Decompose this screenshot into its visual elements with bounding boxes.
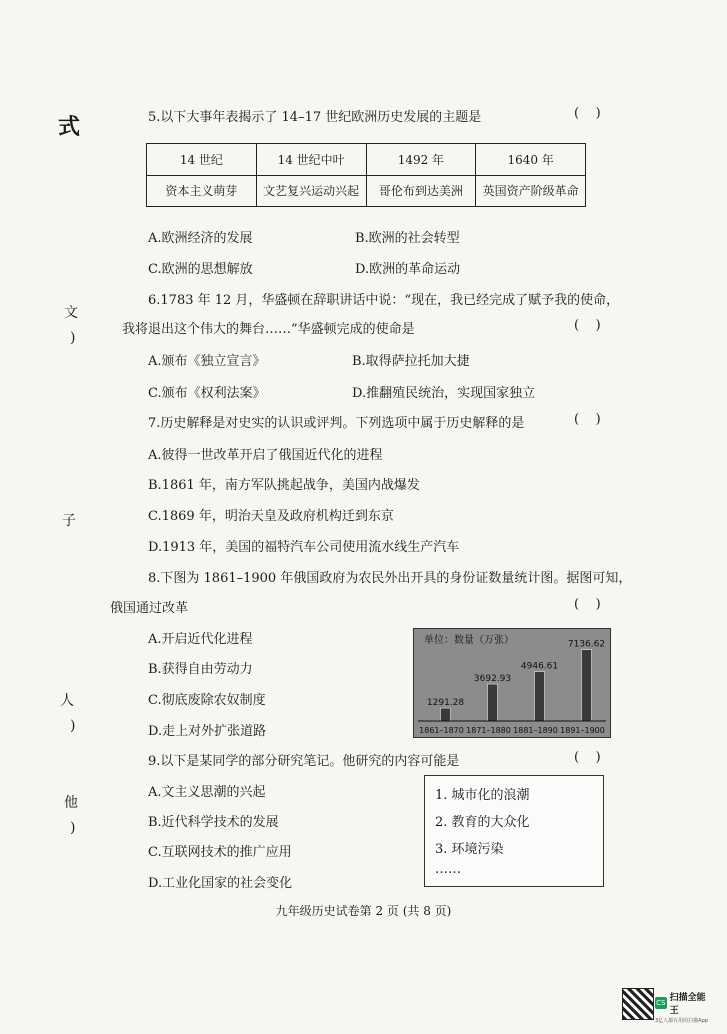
table-cell: 1640 年 (476, 144, 586, 176)
q7-stem: 7.历史解释是对史实的认识或评判。下列选项中属于历史解释的是 (148, 416, 525, 431)
q6-option-c: C.颁布《权利法案》 (148, 386, 266, 401)
q8-stem-line2: 俄国通过改革 (110, 601, 189, 616)
q5-stem: 5.以下大事年表揭示了 14–17 世纪欧洲历史发展的主题是 (148, 110, 482, 125)
q8-stem-line1: 8.下图为 1861–1900 年俄国政府为农民外出开具的身份证数量统计图。据图可知， (148, 571, 632, 586)
q6-stem-line2: 我将退出这个伟大的舞台……”华盛顿完成的使命是 (122, 322, 415, 337)
margin-paren-2: ) (70, 718, 76, 734)
q7-option-a: A.彼得一世改革开启了俄国近代化的进程 (148, 448, 383, 463)
scanner-watermark (655, 990, 713, 1024)
q6-option-a: A.颁布《独立宣言》 (148, 354, 266, 369)
chart-unit-label: 单位：数量（万张） (424, 635, 514, 646)
chart-bar (488, 684, 498, 721)
q5-option-c: C.欧洲的思想解放 (148, 262, 253, 277)
camscanner-logo-icon: CS (656, 999, 666, 1007)
page-footer: 九年级历史试卷第 2 页 (共 8 页) (275, 904, 452, 918)
chart-category-label: 1881–1890 (513, 726, 558, 735)
q7-answer-paren: ( ) (574, 412, 601, 427)
q6-stem-line1: 6.1783 年 12 月，华盛顿在辞职讲话中说：“现在，我已经完成了赋予我的使命， (148, 293, 620, 308)
q5-timeline-table (146, 143, 586, 207)
q7-option-c: C.1869 年，明治天皇及政府机构迁到东京 (148, 509, 394, 524)
table-cell: 资本主义萌芽 (147, 175, 257, 207)
q8-option-c: C.彻底废除农奴制度 (148, 693, 266, 708)
chart-value-label: 4946.61 (520, 661, 559, 672)
q9-option-d: D.工业化国家的社会变化 (148, 876, 293, 891)
q5-option-b: B.欧洲的社会转型 (355, 231, 460, 246)
q6-option-d: D.推翻殖民统治，实现国家独立 (352, 386, 536, 401)
chart-bar (441, 708, 451, 721)
table-cell: 1492 年 (366, 144, 476, 176)
note-item: 2. 教育的大众化 (435, 815, 530, 830)
table-row (147, 175, 586, 207)
q8-option-b: B.获得自由劳动力 (148, 662, 253, 677)
chart-bar (535, 672, 545, 721)
scanner-name: 扫描全能王 (669, 993, 706, 1016)
q7-option-d: D.1913 年，美国的福特汽车公司使用流水线生产汽车 (148, 540, 460, 555)
table-cell: 文艺复兴运动兴起 (256, 175, 366, 207)
q9-option-c: C.互联网技术的推广应用 (148, 845, 292, 860)
chart-category-label: 1891–1900 (560, 726, 605, 735)
q5-answer-paren: ( ) (574, 106, 601, 121)
q6-answer-paren: ( ) (574, 318, 601, 333)
q8-option-d: D.走上对外扩张道路 (148, 724, 267, 739)
margin-char-shi: 式 (58, 114, 81, 140)
q8-bar-chart (413, 628, 611, 738)
table-row (147, 144, 586, 176)
q8-option-a: A.开启近代化进程 (148, 632, 253, 647)
q9-option-a: A.文主义思潮的兴起 (148, 785, 266, 800)
chart-category-label: 1861–1870 (419, 726, 464, 735)
chart-bar (582, 650, 592, 721)
q9-option-b: B.近代科学技术的发展 (148, 815, 279, 830)
table-cell: 哥伦布到达美洲 (366, 175, 476, 207)
table-cell: 英国资产阶级革命 (476, 175, 586, 207)
q8-answer-paren: ( ) (574, 597, 601, 612)
margin-char-wen: 文 (64, 305, 78, 321)
q9-notes-box (424, 775, 604, 887)
chart-category-label: 1871–1880 (466, 726, 511, 735)
note-item: 1. 城市化的浪潮 (435, 788, 530, 803)
chart-value-label: 7136.62 (567, 639, 606, 650)
scanner-tagline: 3亿人都在用的扫描App (655, 1018, 708, 1024)
q9-answer-paren: ( ) (574, 750, 601, 765)
qr-code-icon (622, 988, 654, 1020)
margin-char-zi: 子 (62, 513, 76, 529)
table-cell: 14 世纪 (147, 144, 257, 176)
chart-value-label: 1291.28 (426, 698, 465, 709)
q9-stem: 9.以下是某同学的部分研究笔记。他研究的内容可能是 (148, 754, 460, 769)
table-cell: 14 世纪中叶 (256, 144, 366, 176)
margin-char-ren: 人 (60, 693, 74, 709)
margin-paren-3: ) (70, 820, 76, 836)
chart-svg (414, 629, 610, 737)
q5-option-d: D.欧洲的革命运动 (355, 262, 461, 277)
q6-option-b: B.取得萨拉托加大捷 (352, 354, 470, 369)
note-item: 3. 环境污染 (435, 842, 504, 857)
q5-option-a: A.欧洲经济的发展 (148, 231, 253, 246)
margin-char-ta: 他 (64, 795, 78, 811)
note-item: …… (435, 862, 461, 877)
margin-paren-1: ) (70, 330, 76, 346)
q7-option-b: B.1861 年，南方军队挑起战争，美国内战爆发 (148, 478, 420, 493)
chart-value-label: 3692.93 (473, 674, 512, 685)
